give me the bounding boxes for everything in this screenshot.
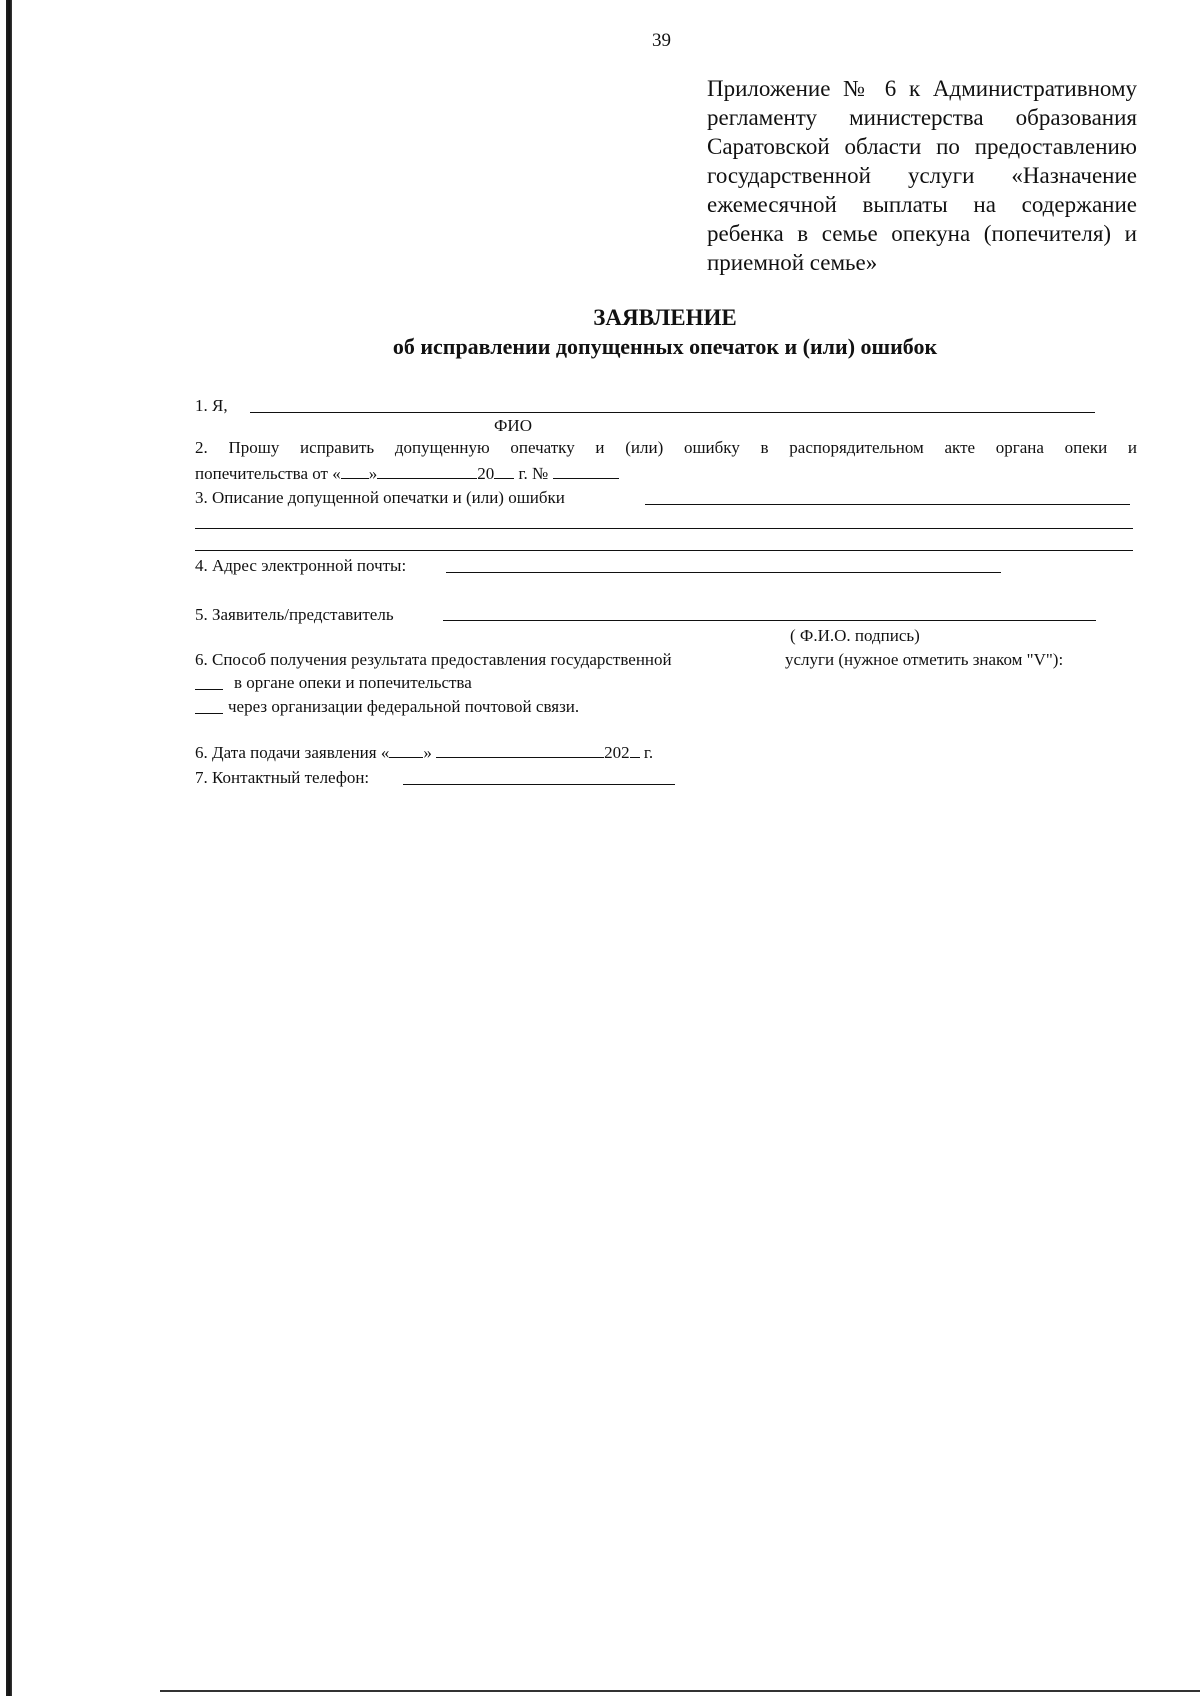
scan-bottom-edge xyxy=(160,1690,1200,1692)
email-field[interactable] xyxy=(446,572,1001,573)
act-number-field[interactable] xyxy=(553,477,619,479)
date-quote-close: » xyxy=(423,743,432,762)
submission-month-field[interactable] xyxy=(436,756,604,758)
fio-caption: ФИО xyxy=(494,416,532,435)
item2-text: 2. Прошу исправить допущенную опечатку и (или) ошибку в распорядительном акте органа опеки и xyxy=(195,438,1137,457)
submission-year-field[interactable] xyxy=(630,756,640,758)
appendix-note: Приложение № 6 к Административному регламенту министерства образования Саратовской области по предоставлению государственной услуги «Назначение ежемесячной выплаты на содержание ребенка в семье опекуна (попечителя) и приемной семье» xyxy=(707,76,1137,275)
document-title: ЗАЯВЛЕНИЕ xyxy=(593,305,737,330)
document-subtitle: об исправлении допущенных опечаток и (или) ошибок xyxy=(392,334,938,359)
error-description-field-line2[interactable] xyxy=(195,528,1133,529)
item1-label: 1. Я, xyxy=(195,396,228,415)
item3-label: 3. Описание допущенной опечатки и (или) ошибки xyxy=(195,488,565,507)
item7-label: 7. Контактный телефон: xyxy=(195,768,370,787)
option1-checkbox-line[interactable] xyxy=(195,689,223,690)
item2-g-no: г. № xyxy=(518,464,549,483)
item2-prefix: попечительства от « xyxy=(195,464,341,483)
applicant-caption: ( Ф.И.О. подпись) xyxy=(790,626,920,645)
applicant-field[interactable] xyxy=(443,620,1096,621)
act-day-field[interactable] xyxy=(341,477,369,479)
fio-field[interactable] xyxy=(250,412,1095,413)
date-year-prefix: 202 xyxy=(604,743,630,762)
submission-date-line xyxy=(195,743,653,763)
date-prefix: 6. Дата подачи заявления « xyxy=(195,743,390,762)
error-description-field-line1[interactable] xyxy=(645,504,1130,505)
item2-quote-close: » xyxy=(368,464,378,483)
date-suffix: г. xyxy=(643,743,654,762)
item6-label-left: 6. Способ получения результата предоставления государственной xyxy=(195,650,672,669)
option2-checkbox-line[interactable] xyxy=(195,713,223,714)
option1-label: в органе опеки и попечительства xyxy=(234,673,472,692)
page-number: 39 xyxy=(652,30,671,51)
item5-label: 5. Заявитель/представитель xyxy=(195,605,394,624)
phone-field[interactable] xyxy=(403,784,675,785)
item6-label-right: услуги (нужное отметить знаком "V"): xyxy=(785,650,1064,669)
act-year-field[interactable] xyxy=(494,477,514,479)
item2-year: 20 xyxy=(477,464,495,483)
act-month-field[interactable] xyxy=(377,477,477,479)
error-description-field-line3[interactable] xyxy=(195,550,1133,551)
option2-label: через организации федеральной почтовой связи. xyxy=(228,697,580,716)
item4-label: 4. Адрес электронной почты: xyxy=(195,556,407,575)
scan-edge xyxy=(6,0,12,1696)
submission-day-field[interactable] xyxy=(389,756,423,758)
item2-line2 xyxy=(195,464,619,484)
